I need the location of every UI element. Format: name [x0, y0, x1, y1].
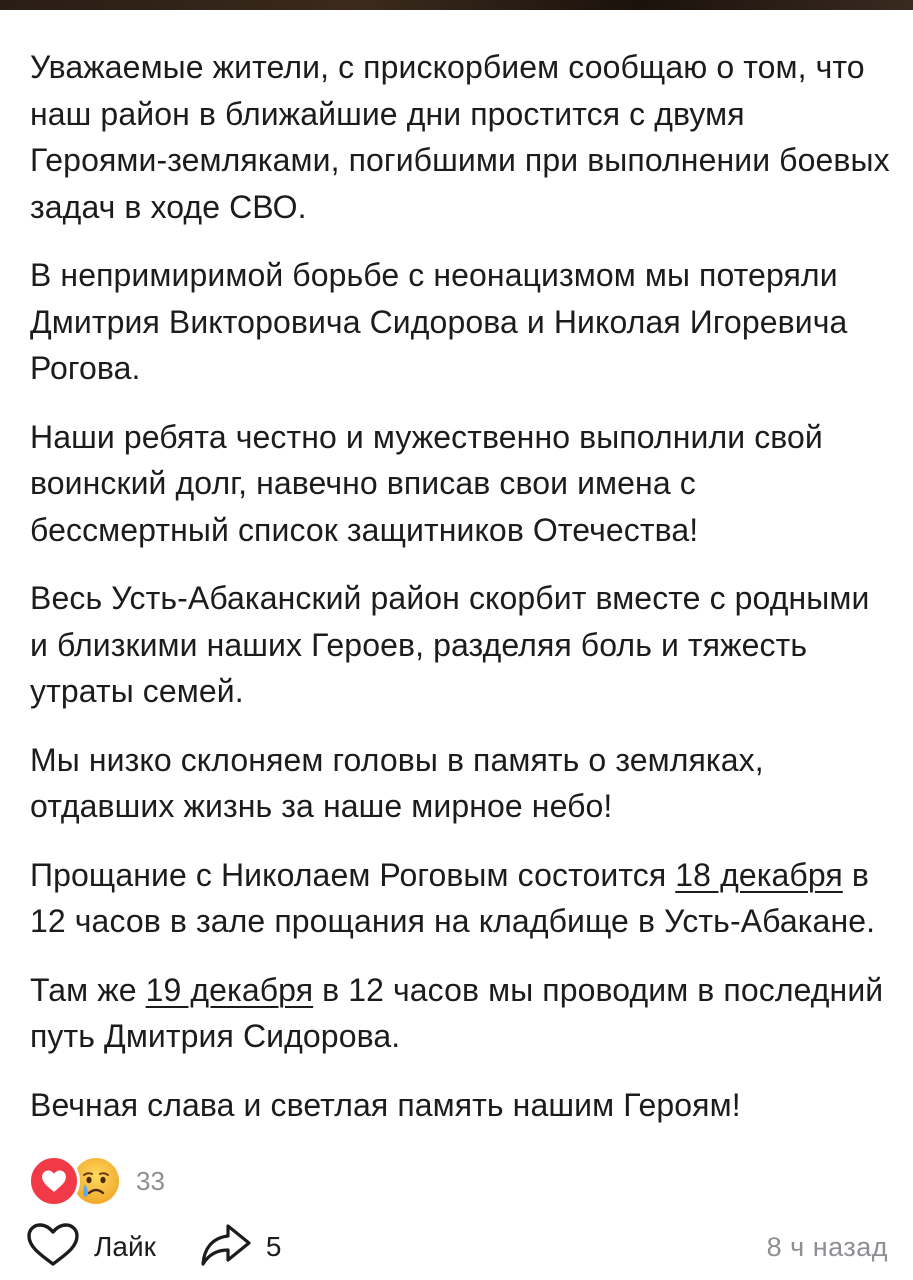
paragraph-6-text-end: в 12 часов в зале прощания на кладбище в Усть-Абакане. [30, 856, 876, 939]
paragraph-7-text-start: Там же [30, 971, 146, 1008]
heart-outline-icon [26, 1222, 80, 1273]
reaction-count: 33 [136, 1165, 165, 1196]
post-paragraph-8: Вечная слава и светлая память нашим Героям! [30, 1086, 741, 1123]
post-paragraph-3: Наши ребята честно и мужественно выполнили свой воинский долг, навечно вписав свои имена с бессмертный список защитников Отечества! [30, 418, 823, 548]
like-button[interactable] [26, 1222, 156, 1273]
post-text [30, 44, 890, 1150]
reactions-summary[interactable] [28, 1156, 165, 1206]
paragraph-7-text-end: в 12 часов мы проводим в последний путь Дмитрия Сидорова. [30, 971, 884, 1054]
post-paragraph-4: Весь Усть-Абаканский район скорбит вместе с родными и близкими наших Героев, разделяя боль и тяжесть утраты семей. [30, 580, 870, 709]
post-paragraph-2: В непримиримой борьбе с неонацизмом мы потеряли Дмитрия Викторовича Сидорова и Николая Игоревича Рогова. [30, 257, 848, 386]
paragraph-6-text-start: Прощание с Николаем Роговым состоится [30, 856, 676, 893]
date-link-19-december[interactable]: 19 декабря [145, 971, 314, 1008]
post-paragraph-7 [30, 967, 890, 1060]
date-link-18-december[interactable]: 18 декабря [675, 856, 843, 893]
media-preview-strip [0, 0, 913, 10]
post-paragraph-5: Мы низко склоняем головы в память о земляках, отдавших жизнь за наше мирное небо! [30, 741, 764, 824]
share-arrow-icon [200, 1222, 252, 1273]
post-paragraph-1: Уважаемые жители, с прискорбием сообщаю о том, что наш район в ближайшие дни простится с двумя Героями-земляками, погибшими при выполнении боевых задач в ходе СВО. [30, 49, 890, 225]
post-timestamp: 8 ч назад [766, 1231, 888, 1262]
post-paragraph-6 [30, 852, 890, 945]
share-count: 5 [265, 1231, 282, 1262]
share-button[interactable] [200, 1222, 282, 1273]
heart-icon [28, 1155, 80, 1207]
post-actions-bar [26, 1222, 888, 1272]
like-label: Лайк [94, 1231, 156, 1262]
